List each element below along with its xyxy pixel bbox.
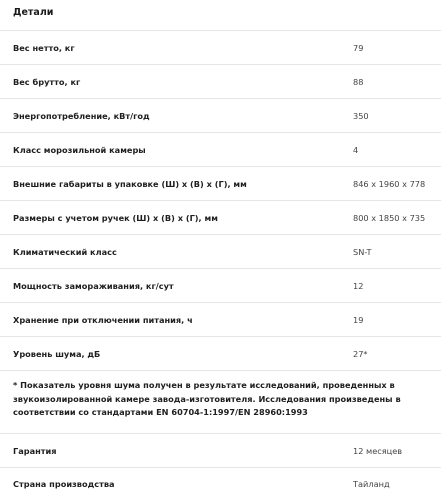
spec-label: Уровень шума, дБ <box>13 348 101 359</box>
spec-label: Климатический класс <box>13 246 117 257</box>
spec-row-power-off-storage <box>0 303 441 337</box>
spec-row-net-weight <box>0 31 441 65</box>
spec-row-package-dimensions <box>0 167 441 201</box>
spec-label: Хранение при отключении питания, ч <box>13 314 193 325</box>
spec-label: Гарантия <box>13 445 57 456</box>
spec-value: 27* <box>353 348 368 359</box>
spec-value: 12 <box>353 280 364 291</box>
spec-value: 19 <box>353 314 364 325</box>
spec-value: 4 <box>353 144 359 155</box>
spec-row-noise-level <box>0 337 441 371</box>
section-title: Детали <box>0 0 441 31</box>
spec-row-dimensions-handles <box>0 201 441 235</box>
spec-label: Энергопотребление, кВт/год <box>13 110 150 121</box>
spec-value: 350 <box>353 110 369 121</box>
spec-label: Внешние габариты в упаковке (Ш) х (В) х (Г), мм <box>13 178 247 189</box>
spec-row-country <box>0 468 441 499</box>
spec-row-freezer-class <box>0 133 441 167</box>
noise-footnote: * Показатель уровня шума получен в результате исследований, проведенных в звукоизолированной камере завода-изготовителя. Исследования произведены в соответствии со стандартами EN 60704-1:1997/EN 28960:1993 <box>0 371 441 434</box>
spec-label: Вес брутто, кг <box>13 76 81 87</box>
spec-value: 12 месяцев <box>353 445 403 456</box>
spec-label: Страна производства <box>13 479 115 489</box>
spec-row-freezing-capacity <box>0 269 441 303</box>
spec-value: 800 x 1850 x 735 <box>353 212 426 223</box>
spec-value: SN-T <box>353 246 372 257</box>
spec-row-energy <box>0 99 441 133</box>
spec-label: Вес нетто, кг <box>13 42 75 53</box>
spec-value: 846 x 1960 x 778 <box>353 178 426 189</box>
spec-value: 79 <box>353 42 364 53</box>
spec-value: 88 <box>353 76 364 87</box>
spec-label: Класс морозильной камеры <box>13 144 146 155</box>
spec-value: Тайланд <box>353 479 390 489</box>
spec-row-climate-class <box>0 235 441 269</box>
spec-row-warranty <box>0 434 441 468</box>
spec-row-gross-weight <box>0 65 441 99</box>
spec-label: Размеры с учетом ручек (Ш) х (В) х (Г), мм <box>13 212 218 223</box>
spec-label: Мощность замораживания, кг/сут <box>13 280 174 291</box>
